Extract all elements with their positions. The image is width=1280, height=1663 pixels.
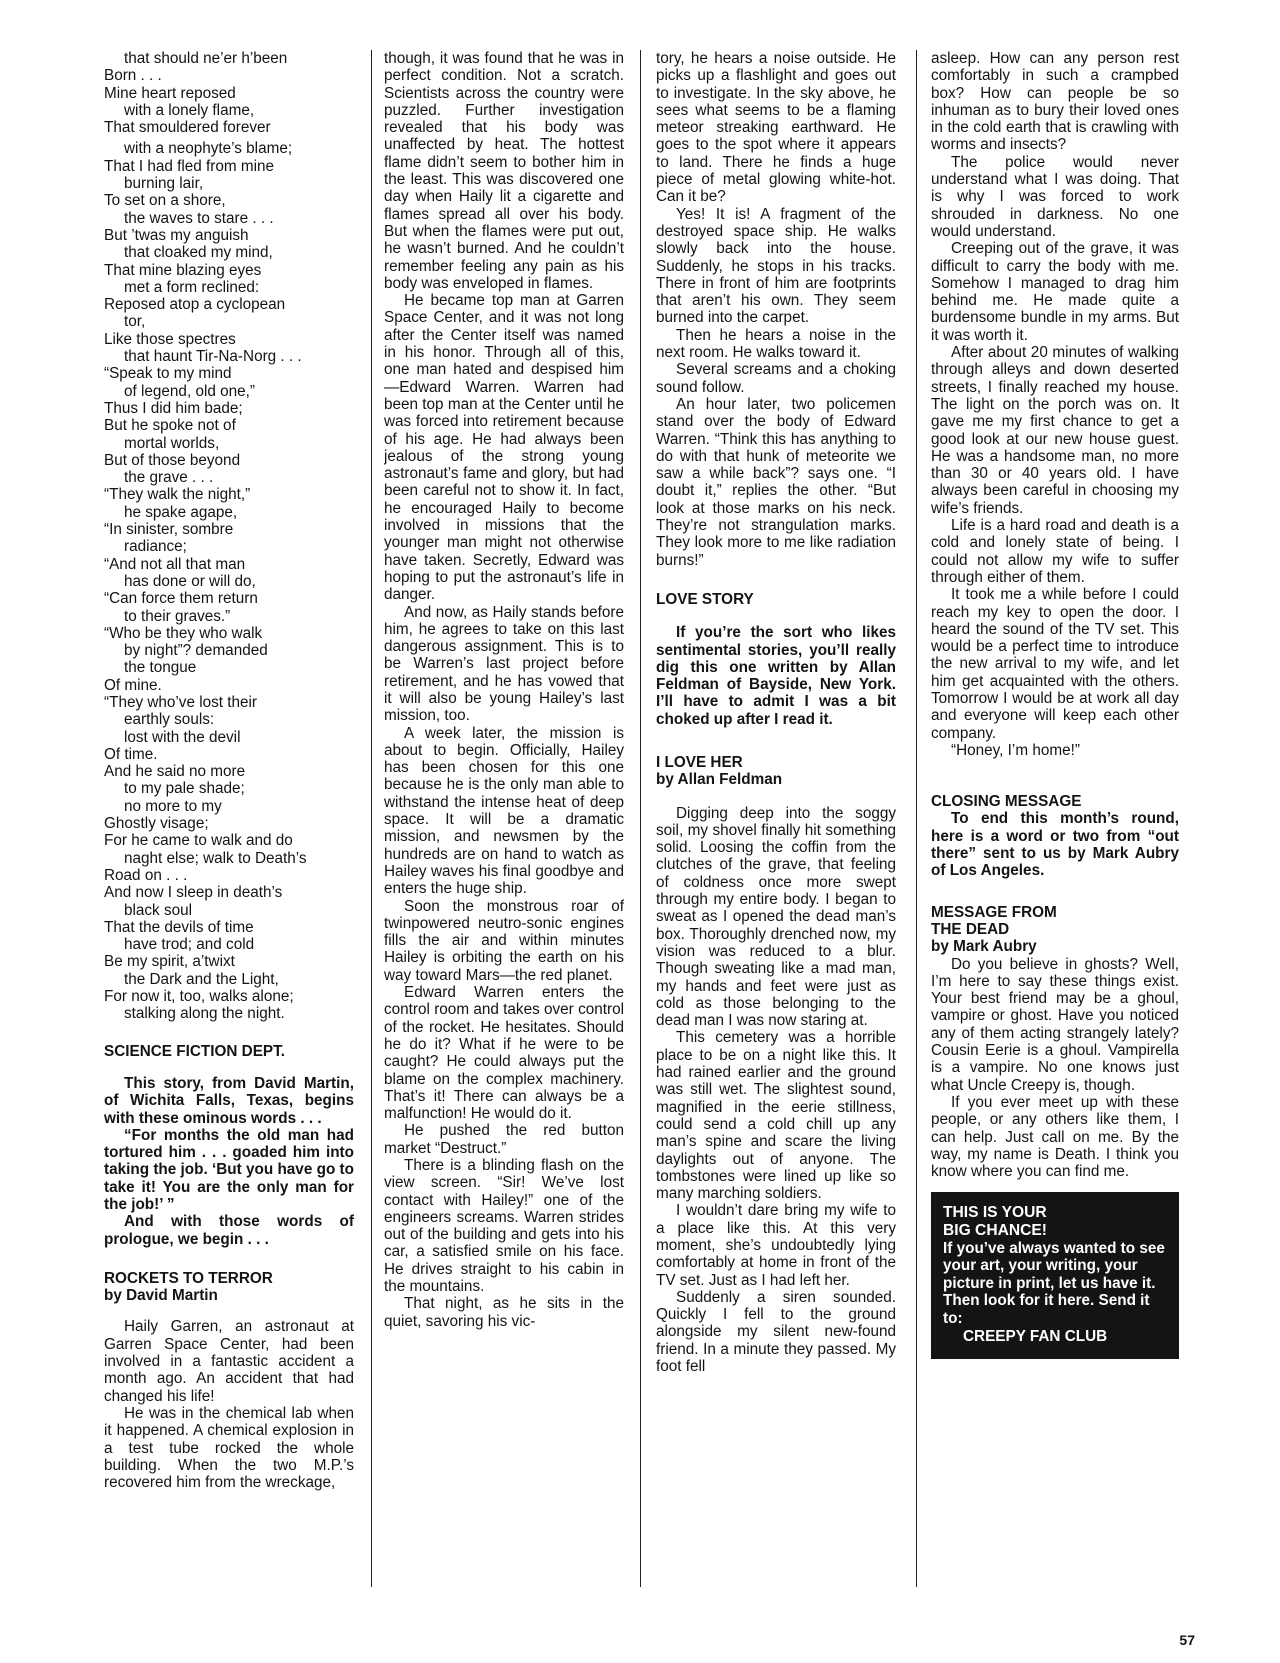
closing-section-header: CLOSING MESSAGE — [931, 793, 1082, 811]
poem-line: to their graves.” — [124, 607, 231, 625]
poem-line: “And not all that man — [104, 555, 246, 573]
story-paragraph: He was in the chemical lab when it happened. A chemical explosion in a test tube rocked the whole building. When the two M.P.’s recovered him from the wreckage, — [104, 1404, 354, 1492]
story-title-message-line-2: THE DEAD — [931, 920, 1010, 938]
poem-line: For he came to walk and do — [104, 832, 293, 850]
story-paragraph: After about 20 minutes of walking through alleys and down deserted streets, I finally reached my house. The light on the porch was on. It gave me my first chance to get a good look at our new house guest. He was a handsome man, no more than 30 or 40 years old. I have always been careful in choosing my wife’s friends. — [931, 344, 1179, 517]
column-rule-2 — [640, 50, 641, 1587]
poem-line: “They who’ve lost their — [104, 693, 258, 711]
love-section-header: LOVE STORY — [656, 590, 754, 608]
story-title-rockets: ROCKETS TO TERROR — [104, 1269, 273, 1287]
poem — [104, 50, 354, 1023]
story-paragraph: An hour later, two policemen stand over the body of Edward Warren. “Think this has anything to do with that hunk of meteorite we saw a while back”? says one. “I doubt it,” replies the other. “But look at those marks on his neck. They’re not strangulation marks. They look more to me like radiation burns!” — [656, 395, 896, 569]
poem-line: Road on . . . — [104, 866, 188, 884]
story-paragraph: It took me a while before I could reach my key to open the door. I heard the sound of the TV set. This would be a perfect time to introduce the new arrival to my wife, and let him get acquainted with the others. Tomorrow I would be at work all day and everyone will keep each other company. — [931, 586, 1179, 742]
love-story-part-2 — [931, 50, 1179, 759]
poem-line: Ghostly visage; — [104, 815, 209, 833]
column-4 — [931, 50, 1179, 1603]
story-paragraph: Suddenly a siren sounded. Quickly I fell to the ground alongside my silent new-found friend. In a minute they passed. My foot fell — [656, 1288, 896, 1376]
big-chance-box — [931, 1192, 1179, 1359]
rockets-story-part-1 — [104, 1318, 354, 1491]
poem-line: “Can force them return — [104, 590, 258, 608]
story-paragraph: There is a blinding flash on the view screen. “Sir! We’ve lost contact with Hailey!” one of the engineers screams. Warren strides out of the building and gets into his car, a satisfied smile on his face. He drives straight to his cabin in the mountains. — [384, 1157, 624, 1296]
story-paragraph: asleep. How can any person rest comfortably in such a crampbed box? How can people be so inhuman as to bury their loved ones in the cold earth that is crawling with worms and insects? — [931, 50, 1179, 154]
scifi-intro-para: This story, from David Martin, of Wichita Falls, Texas, begins with these ominous words . . . — [104, 1074, 354, 1127]
poem-line: mortal worlds, — [124, 434, 220, 452]
big-chance-body: If you’ve always wanted to see your art, your writing, your picture in print, let us have it. Then look for it here. Send it to: — [943, 1239, 1165, 1327]
story-paragraph: Several screams and a choking sound follow. — [656, 361, 896, 396]
story-paragraph: Digging deep into the soggy soil, my shovel finally hit something solid. Loosing the coffin from the clutches of the grave, that feeling of coldness once more swept through my entire body. I began to sweat as I opened the dead man’s box. Thoroughly drenched now, my vision was reduced to a blur. Though sweating like a mad man, my hands and feet were just as cold as those belonging to the dead man I was now staring at. — [656, 804, 896, 1030]
poem-line: Of mine. — [104, 676, 162, 694]
poem-line: That smouldered forever — [104, 119, 271, 137]
poem-line: the Dark and the Light, — [124, 970, 279, 988]
column-2 — [384, 50, 624, 1603]
story-paragraph: If you ever meet up with these people, or any others like them, I can help. Just call on me. By the way, my name is Death. I think you know where you can find me. — [931, 1093, 1179, 1181]
story-paragraph: “Honey, I’m home!” — [951, 741, 1080, 759]
poem-line: Like those spectres — [104, 330, 236, 348]
scifi-section-header: SCIENCE FICTION DEPT. — [104, 1042, 286, 1060]
poem-line: has done or will do, — [124, 572, 256, 590]
story-byline-rockets: by David Martin — [104, 1287, 218, 1305]
message-story — [931, 956, 1179, 1181]
story-paragraph: Life is a hard road and death is a cold and lonely state of being. I could not allow my wife to suffer through either of them. — [931, 517, 1179, 586]
poem-line: met a form reclined: — [124, 278, 260, 296]
poem-line: radiance; — [124, 538, 187, 556]
poem-line: Of time. — [104, 745, 158, 763]
story-byline-i-love-her: by Allan Feldman — [656, 771, 783, 789]
big-chance-title-line-2: BIG CHANCE! — [943, 1222, 1047, 1239]
story-paragraph: He became top man at Garren Space Center, and it was not long after the Center itself was named in his honor. Through all of this, one man hated and despised him —Edward Warren. Warren had been top man at the Center until he was forced into retirement because of his age. He had always been jealous of the strong young astronaut’s fame and glory, but had been careful not to show it. In fact, he encouraged Haily to become involved in missions that the younger man might not otherwise have taken. Secretly, Edward was hoping to put the astronaut’s life in danger. — [384, 292, 624, 604]
poem-line: “In sinister, sombre — [104, 521, 234, 539]
column-3 — [656, 50, 896, 1603]
poem-line: lost with the devil — [124, 728, 241, 746]
poem-line: “Who be they who walk — [104, 624, 263, 642]
poem-line: that haunt Tir-Na-Norg . . . — [124, 348, 302, 366]
scifi-intro-para: And with those words of prologue, we begin . . . — [104, 1213, 354, 1248]
poem-line: that cloaked my mind, — [124, 244, 273, 262]
story-title-i-love-her: I LOVE HER — [656, 753, 743, 771]
poem-line: the grave . . . — [124, 469, 214, 487]
poem-line: have trod; and cold — [124, 936, 255, 954]
poem-line: That I had fled from mine — [104, 157, 275, 175]
story-paragraph: The police would never understand what I was doing. That is why I was forced to work shrouded in darkness. No one would understand. — [931, 153, 1179, 240]
story-paragraph: tory, he hears a noise outside. He picks up a flashlight and goes out to investigate. In the sky above, he sees what seems to be a flaming meteor streaking earthward. He goes to the spot where it appears to land. There he finds a huge piece of metal glowing white-hot. Can it be? — [656, 50, 896, 206]
story-paragraph: Edward Warren enters the control room and takes over control of the rocket. He hesitates. Should he do it? What if he were to be caught? He could always put the blame on the complex machinery. That’s it! There can always be a malfunction! He would do it. — [384, 984, 624, 1123]
poem-line: black soul — [124, 901, 193, 919]
closing-intro — [931, 810, 1179, 879]
poem-line: with a neophyte’s blame; — [124, 140, 293, 158]
love-intro-para: If you’re the sort who likes sentimental stories, you’ll really dig this one written by Allan Feldman of Bayside, New York. I’ll have to admit I was a bit choked up after I read it. — [656, 624, 896, 728]
poem-line: That mine blazing eyes — [104, 261, 262, 279]
story-paragraph: Creeping out of the grave, it was difficult to carry the body with me. Somehow I managed to drag him behind me. He made quite a burdensome bundle in my arms. But it was worth it. — [931, 240, 1179, 344]
big-chance-title-line-1: THIS IS YOUR — [943, 1204, 1047, 1222]
scifi-intro — [104, 1075, 354, 1248]
poem-line: Be my spirit, a’twixt — [104, 953, 235, 971]
poem-line: to my pale shade; — [124, 780, 245, 798]
column-rule-3 — [916, 50, 917, 1587]
poem-line: But he spoke not of — [104, 417, 236, 435]
poem-line: by night”? demanded — [124, 642, 268, 660]
column-rule-1 — [371, 50, 372, 1587]
poem-line: “They walk the night,” — [104, 486, 251, 504]
story-byline-message: by Mark Aubry — [931, 938, 1037, 956]
poem-line: Born . . . — [104, 67, 162, 85]
poem-line: with a lonely flame, — [124, 101, 255, 119]
poem-line: he spake agape, — [124, 503, 238, 521]
closing-intro-para: To end this month’s round, here is a word or two from “out there” sent to us by Mark Aubry of Los Angeles. — [931, 810, 1179, 880]
poem-line: For now it, too, walks alone; — [104, 988, 294, 1006]
poem-line: To set on a shore, — [104, 192, 226, 210]
poem-line: But of those beyond — [104, 451, 241, 469]
poem-line: And now I sleep in death’s — [104, 884, 283, 902]
column-1 — [104, 50, 354, 1603]
story-paragraph: Yes! It is! A fragment of the destroyed space ship. He walks slowly back into the house. Suddenly, he stops in his tracks. There in front of him are footprints that aren’t his own. They seem burned into the carpet. — [656, 205, 896, 327]
page-number: 57 — [1179, 1632, 1195, 1648]
rockets-story-part-2 — [384, 50, 624, 1330]
poem-line: burning lair, — [124, 175, 204, 193]
story-paragraph: Soon the monstrous roar of twinpowered neutro-sonic engines fills the air and within minutes Hailey is orbiting the earth on his way toward Mars—the red planet. — [384, 897, 624, 984]
poem-line: Thus I did him bade; — [104, 399, 243, 417]
poem-line: of legend, old one,” — [124, 382, 255, 400]
poem-line: no more to my — [124, 797, 222, 815]
poem-line: Reposed atop a cyclopean — [104, 296, 286, 314]
poem-line: “Speak to my mind — [104, 365, 232, 383]
story-paragraph: A week later, the mission is about to begin. Officially, Hailey has been chosen for this one because he is the only man able to withstand the intense heat of deep space. It will be a dramatic mission, and newsmen by the hundreds are on hand to watch as Hailey waves his final goodbye and enters the huge ship. — [384, 724, 624, 898]
story-paragraph: Then he hears a noise in the next room. He walks toward it. — [656, 326, 896, 362]
story-paragraph: And now, as Haily stands before him, he agrees to take on this last dangerous assignment. This is to be Warren’s last project before retirement, and he has vowed that it will also be young Hailey’s last mission, too. — [384, 603, 624, 725]
poem-line: But ’twas my anguish — [104, 226, 249, 244]
story-paragraph: That night, as he sits in the quiet, savoring his vic- — [384, 1295, 624, 1330]
poem-line: that should ne’er h’been — [124, 50, 288, 67]
poem-line: the tongue — [124, 659, 197, 677]
poem-line: And he said no more — [104, 763, 246, 781]
poem-line: tor, — [124, 313, 146, 331]
love-story-part-1 — [656, 805, 896, 1376]
fan-club-address: CREEPY FAN CLUB — [963, 1327, 1108, 1345]
poem-line: Mine heart reposed — [104, 84, 236, 102]
story-title-message-line-1: MESSAGE FROM — [931, 903, 1057, 921]
story-paragraph: He pushed the red button market “Destruct.” — [384, 1122, 624, 1157]
poem-line: naght else; walk to Death’s — [124, 849, 307, 867]
story-paragraph: I wouldn’t dare bring my wife to a place like this. At this very moment, she’s undoubtedly lying comfortably at home in front of the TV set. Just as I had left her. — [656, 1202, 896, 1289]
story-paragraph: Do you believe in ghosts? Well, I’m here to say these things exist. Your best friend may be a ghoul, vampire or ghost. Have you noticed any of them acting strangely lately? Cousin Eerie is a ghoul. Vampirella is a vampire. No one knows just what Uncle Creepy is, though. — [931, 955, 1179, 1094]
poem-line: the waves to stare . . . — [124, 209, 274, 227]
story-paragraph: though, it was found that he was in perfect condition. Not a scratch. Scientists across the country were puzzled. Further investigation revealed that his body was unaffected by heat. The hottest flame didn’t seem to bother him in the least. This was discovered one day when Haily lit a cigarette and flames spread all over his body. But when the flames were put out, he wasn’t burned. And he couldn’t remember feeling any pain as his body was enveloped in flames. — [384, 50, 624, 292]
story-paragraph: This cemetery was a horrible place to be on a night like this. It had rained earlier and the ground was still wet. The slightest sound, magnified in the eerie stillness, could send a cold chill up any man’s spine and scare the living daylights out of anyone. The tombstones were lined up like so many marching soldiers. — [656, 1029, 896, 1203]
scifi-intro-para: “For months the old man had tortured him . . . goaded him into taking the job. ‘But you have go to take it! You are the only man for the job!’ ” — [104, 1126, 354, 1213]
love-intro — [656, 624, 896, 728]
poem-line: That the devils of time — [104, 918, 254, 936]
poem-line: stalking along the night. — [124, 1005, 285, 1023]
rockets-story-part-3 — [656, 50, 896, 569]
story-paragraph: Haily Garren, an astronaut at Garren Space Center, had been involved in a fantastic accident a month ago. An accident that had changed his life! — [104, 1318, 354, 1405]
poem-line: earthly souls: — [124, 711, 215, 729]
